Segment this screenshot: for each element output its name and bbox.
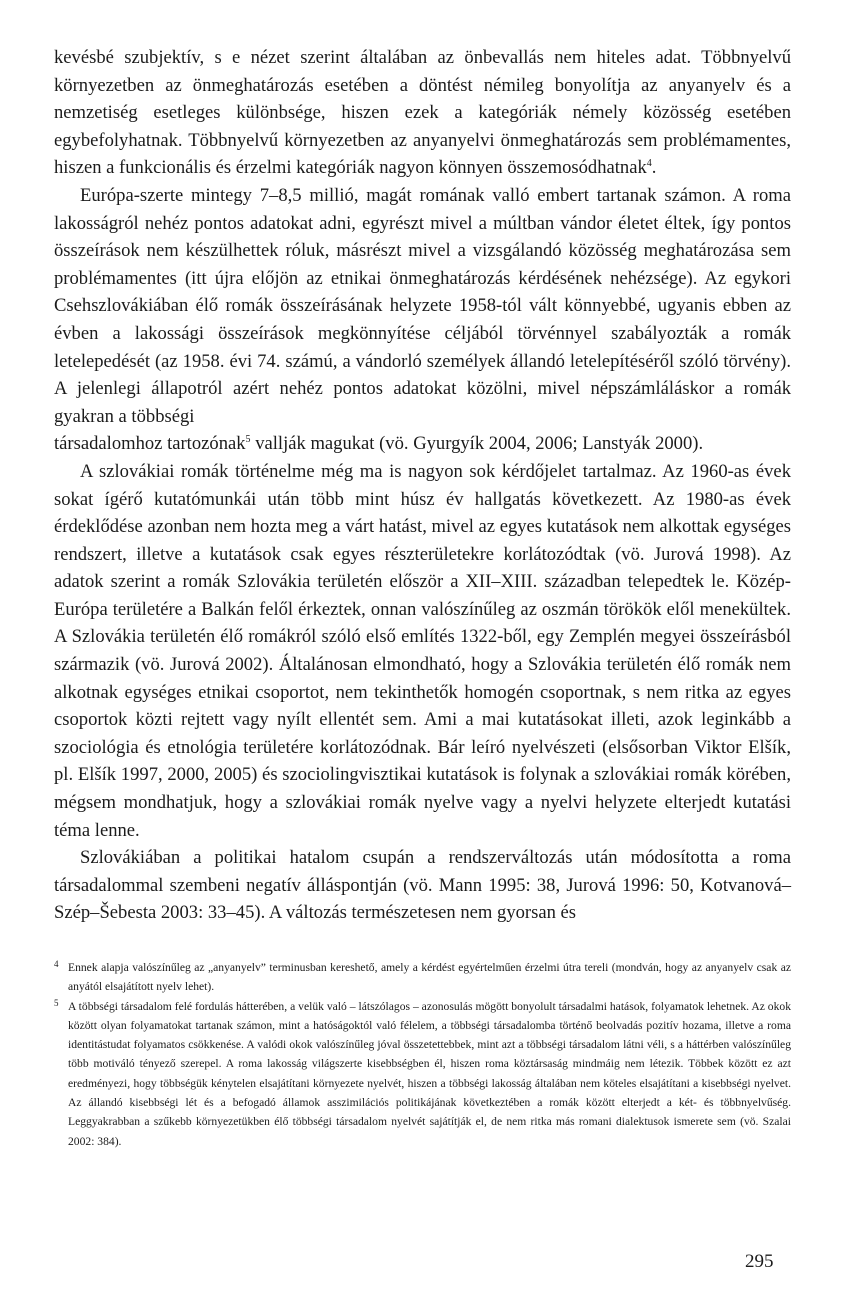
paragraph-3-text: társadalomhoz tartozónak (54, 433, 246, 455)
paragraph-political-change: Szlovákiában a politikai hatalom csupán a rendszerváltozás után módosította a roma társadalommal szembeni negatív álláspontján (vö. Mann 1995: 38, Jurová 1996: 50, Kotvanová–Szép–Šebesta 2003: 33–45). A változás természetesen nem gyorsan és (54, 847, 791, 924)
main-text (54, 44, 791, 927)
paragraph-roma-population: Európa-szerte mintegy 7–8,5 millió, magát romának valló embert tartanak számon. A roma lakosságról nehéz pontos adatokat adni, egyrészt mivel a múltban vándor életet éltek, így pontos összeírások nem készülhettek róluk, másrészt mivel a vizsgálandó közösség meghatározása sem problémamentes (itt újra előjön az etnikai önmeghatározás kérdésének nehézsége). Az egykori Csehszlovákiában élő romák összeírásának helyzete 1958-tól vált könnyebbé, ugyanis ebben az évben a lakossági összeírások megkönnyítése céljából törvénnyel szabályozták a romák letelepedését (az 1958. évi 74. számú, a vándorló személyek állandó letelepítéséről szóló törvény). A jelenlegi állapotról azért nehéz pontos adatokat közölni, mivel népszámláláskor a romák gyakran a többségi (54, 184, 791, 427)
footnote-4-mark: 4 (54, 959, 59, 969)
paragraph-1-text: kevésbé szubjektív, s e nézet szerint általában az önbevallás nem hiteles adat. Többnyelvű környezetben az önmeghatározás esetében a döntést némileg bonyolítja az anyanyelv és a nemzetiség esetleges különbsége, hiszen ezek a kategóriák némely közösség esetében egybefolyhatnak. Többnyelvű környezetben az anyanyelvi önmeghatározás sem problémamentes, hiszen a funkcionális és érzelmi kategóriák nagyon könnyen összemosódhatnak (54, 47, 791, 179)
paragraph-roma-history: A szlovákiai romák történelme még ma is nagyon sok kérdőjelet tartalmaz. Az 1960-as évek sokat ígérő kutatómunkái után több mint húsz év hallgatás következett. Az 1980-as évek érdeklődése azonban nem hozta meg a várt hatást, mivel az egyes kutatások nem alkottak egységes rendszert, illetve a kutatások csak egyes részterületekre korlátozódtak (vö. Jurová 1998). Az adatok szerint a romák Szlovákia területén először a XII–XIII. században telepedtek le. Közép-Európa területére a Balkán felől érkeztek, onnan valószínűleg az oszmán törökök elől menekültek. A Szlovákia területén élő romákról szóló első említés 1322-ből, egy Zemplén megyei összeírásból származik (vö. Jurová 2002). Általánosan elmondható, hogy a Szlovákia területén élő romák nem alkotnak egységes etnikai csoportot, nem tekinthetők homogén csoportnak, s nem ritka az egyes csoportok közti rejtett vagy nyílt ellentét sem. Ami a mai kutatásokat illeti, azok leginkább a szociológia és etnológia területére korlátozódnak. Bár leíró nyelvészeti (elsősorban Viktor Elšík, pl. Elšík 1997, 2000, 2005) és szociolingvisztikai kutatások is folynak a szlovákiai romák körében, mégsem mondhatjuk, hogy a szlovákiai romák nyelve vagy a nyelvi helyzete elterjedt kutatási téma lenne. (54, 460, 791, 841)
footnote-5 (54, 997, 791, 1151)
footnote-ref-4[interactable]: 4 (646, 158, 652, 170)
footnote-5-text: A többségi társadalom felé fordulás hátterében, a velük való – látszólagos – azonosulás mögött bonyolult társadalmi hatások, folyamatok lehetnek. Az okok között olyan folyamatokat tartanak számon, mint a hatóságoktól való félelem, a többségi társadalomba történő beolvadás pozitív hozama, illetve a roma identitástudat folyamatos csökkenése. A valódi okok valószínűleg jóval összetettebbek, mint azt a többségi társadalom látni véli, s a háttérben valószínűleg több motiváló tényező szerepel. A roma lakosság világszerte kisebbségben él, hiszen roma köztársaság mindmáig nem létezik. Többek között ez azt eredményezi, hogy többségük kénytelen elsajátítani környezete nyelvét, hiszen a többségi lakosság általában nem köteles elsajátítani a kisebbségi nyelvet. Az állandó kisebbségi lét és a befogadó államok asszimilációs politikájának következtében a romák között elterjedt a két- és többnyelvűség. Leggyakrabban a szűkebb környezetükben élő többségi társadalom nyelvét sajátítják el, de nem ritka más romani dialektusok ismerete sem (vö. Szalai 2002: 384). (68, 999, 791, 1148)
footnote-ref-5[interactable]: 5 (245, 434, 251, 446)
footnotes (54, 958, 791, 1151)
page-number: 295 (745, 1251, 774, 1272)
paragraph-1-end: . (651, 157, 657, 179)
paragraph-3-end: vallják magukat (vö. Gyurgyík 2004, 2006; Lanstyák 2000). (250, 433, 704, 455)
footnote-5-mark: 5 (54, 997, 59, 1008)
footnote-4-text: Ennek alapja valószínűleg az „anyanyelv” terminusban kereshető, amely a kérdést egyértelműen érzelmi útra tereli (mondván, hogy az anyanyelv csak az anyától elsajátított nyelv lehet). (68, 961, 791, 994)
footnote-4 (54, 958, 791, 997)
paragraph-continued (54, 44, 791, 182)
paragraph-roma-population-cont (54, 430, 791, 458)
